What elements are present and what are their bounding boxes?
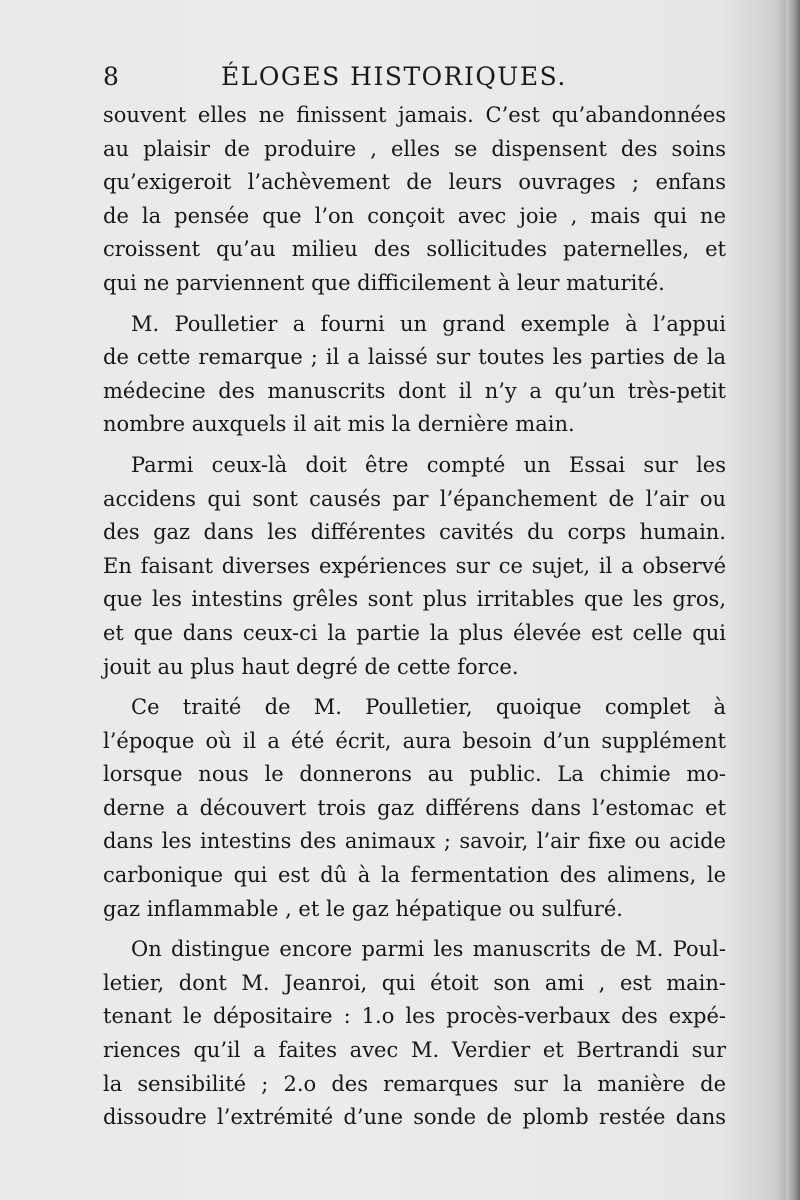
text-line: riences qu’il a faites avec M. Verdier et Bertrandi sur [103,1038,726,1063]
text-line: de cette remarque ; il a laissé sur toutes les parties de la [103,345,726,370]
text-line: letier, dont M. Jeanroi, qui étoit son ami , est main- [103,970,726,995]
text-line: tenant le dépositaire : 1.o les procès-verbaux des expé- [103,1004,726,1029]
text-line: lorsque nous le donnerons au public. La chimie mo- [103,762,726,787]
text-line: des gaz dans les différentes cavités du corps humain. [103,520,726,545]
text-line: accidens qui sont causés par l’épanchement de l’air ou [103,486,726,511]
text-line: Ce traité de M. Poulletier, quoique complet à [131,695,726,720]
text-line: jouit au plus haut degré de cette force. [103,654,519,679]
text-line: la sensibilité ; 2.o des remarques sur la manière de [103,1071,726,1096]
text-line: On distingue encore parmi les manuscrits de M. Poul- [131,937,726,962]
text-line: au plaisir de produire , elles se dispensent des soins [103,136,726,161]
running-header [103,60,723,96]
text-line: qu’exigeroit l’achèvement de leurs ouvrages ; enfans [103,170,726,195]
text-line: croissent qu’au milieu des sollicitudes paternelles, et [103,237,726,262]
body-text [103,99,726,1135]
text-line: derne a découvert trois gaz différens dans l’estomac et [103,795,726,820]
paragraph [103,933,726,1135]
text-line: M. Poulletier a fourni un grand exemple à l’appui [131,311,726,336]
text-line: carbonique qui est dû à la fermentation des alimens, le [103,863,726,888]
text-line: Parmi ceux-là doit être compté un Essai sur les [131,452,726,477]
text-line: En faisant diverses expériences sur ce sujet, il a observé [103,553,726,578]
text-line: gaz inflammable , et le gaz hépatique ou sulfuré. [103,896,623,921]
text-line: souvent elles ne finissent jamais. C’est qu’abandonnées [103,103,726,127]
text-line: dissoudre l’extrémité d’une sonde de plomb restée dans [103,1105,726,1130]
text-line: nombre auxquels il ait mis la dernière main. [103,412,575,437]
page-number: 8 [103,62,119,91]
text-line: dans les intestins des animaux ; savoir, l’air fixe ou acide [103,829,726,854]
text-line: l’époque où il a été écrit, aura besoin d’un supplément [103,728,726,753]
text-line: médecine des manuscrits dont il n’y a qu’un très-petit [103,378,726,403]
running-title: ÉLOGES HISTORIQUES. [221,62,567,91]
text-line: qui ne parviennent que difficilement à leur maturité. [103,270,665,295]
text-line: de la pensée que l’on conçoit avec joie , mais qui ne [103,203,726,228]
paragraph [103,99,726,301]
text-line: que les intestins grêles sont plus irritables que les gros, [103,587,726,612]
paragraph [103,691,726,926]
paragraph [103,449,726,684]
paragraph [103,308,726,442]
page-spine-shadow [786,0,800,1200]
text-line: et que dans ceux-ci la partie la plus élevée est celle qui [103,620,726,645]
